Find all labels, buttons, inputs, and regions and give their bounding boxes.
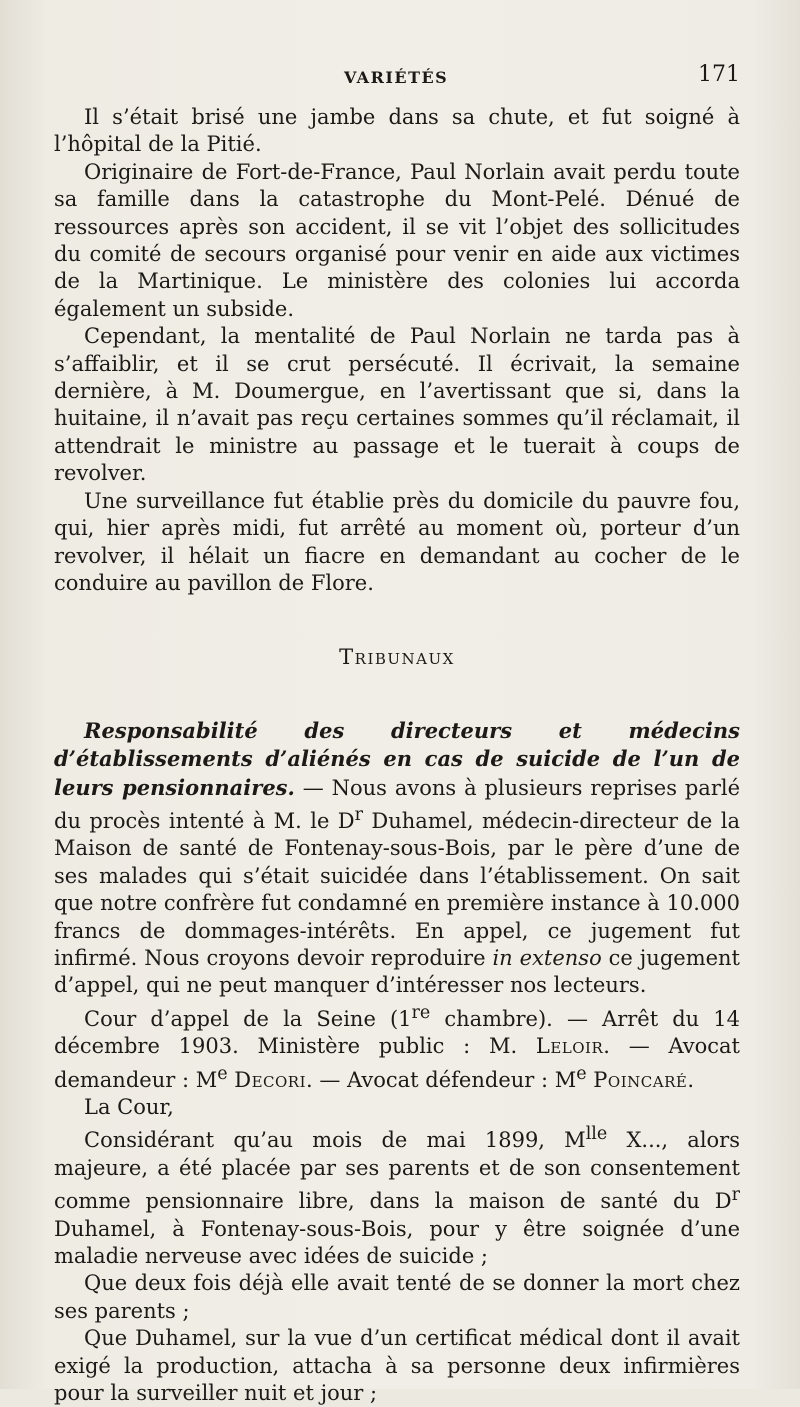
superscript: r [354, 804, 364, 825]
superscript: e [576, 1063, 587, 1084]
article-lead-text: Nous avons à plusieurs reprises parlé du procès intenté à M. le D [54, 775, 741, 833]
latin-phrase: in extenso [492, 945, 602, 970]
paragraph: Que deux fois déjà elle avait tenté de se donner la mort chez ses parents ; [54, 1271, 740, 1323]
paragraph: Originaire de Fort-de-France, Paul Norlain avait perdu toute sa famille dans la catastrophe du Mont-Pelé. Dénué de ressources après son accident, il se vit l’objet des sollicitudes du comité de secours organisé pour venir en aide aux victimes de la Martinique. Le ministère des colonies lui accorda également un subside. [54, 159, 740, 321]
article-rubric: Responsabilité des directeurs et médecins d’établissements d’aliénés en cas de suicide de l’un de leurs pensionnaires. [54, 717, 740, 800]
superscript: lle [585, 1124, 608, 1145]
court-text: . [687, 1067, 694, 1092]
article-lead-text: Duhamel, médecin-directeur de la Maison de santé de Fontenay-sous-Bois, par le père d’une de ses malades qui s’était suicidée dans l’établissement. On sait que notre confrère fut condamné en première instance à 10.000 francs de dommages-intérêts. En appel, ce jugement fut infirmé. Nous croyons devoir reproduire [54, 808, 740, 970]
section-title: Tribunaux [339, 645, 455, 670]
body-text [54, 104, 740, 1407]
person-name: Leloir [535, 1034, 604, 1059]
court-text: . — Avocat demandeur : M [54, 1034, 740, 1092]
considerant-text: Considérant qu’au mois de mai 1899, M [84, 1128, 586, 1153]
la-cour: La Cour, [84, 1095, 174, 1119]
article-lead [54, 717, 740, 1000]
superscript: e [217, 1063, 228, 1084]
considerant-text: X..., alors majeure, a été placée par ses parents et de son consentement comme pensionnaire libre, dans la maison de santé du D [54, 1128, 740, 1214]
considerant-text: Duhamel, à Fontenay-sous-Bois, pour y être soignée d’une maladie nerveuse avec idées de suicide ; [54, 1216, 740, 1269]
article-space [324, 776, 332, 800]
superscript: re [411, 1002, 431, 1023]
paragraph: Cependant, la mentalité de Paul Norlain ne tarda pas à s’affaiblir, et il se crut persécuté. Il écrivait, la semaine dernière, à M. Doumergue, en l’avertissant que si, dans la huitaine, il n’avait pas reçu certaines sommes qu’il réclamait, il attendrait le ministre au passage et le tuerait à coups de revolver. [54, 324, 740, 486]
rubric-dash: — [294, 775, 324, 800]
considerant [54, 1121, 740, 1270]
article-lead-text: ce jugement d’appel, qui ne peut manquer d’intéresser nos lecteurs. [54, 945, 740, 998]
court-reference [54, 1000, 740, 1094]
court-text: . — Avocat défendeur : M [306, 1067, 577, 1092]
page-number: 171 [698, 62, 740, 87]
running-head: VARIÉTÉS [344, 68, 449, 87]
court-text: Cour d’appel de la Seine (1 [84, 1006, 412, 1031]
paragraph: Il s’était brisé une jambe dans sa chute, et fut soigné à l’hôpital de la Pitié. [54, 105, 740, 157]
superscript: r [731, 1185, 740, 1206]
court-text: chambre). — Arrêt du 14 décembre 1903. Ministère public : M. [54, 1006, 741, 1059]
page-header [54, 62, 740, 96]
person-name: Decori [234, 1067, 307, 1092]
paragraph: Que Duhamel, sur la vue d’un certificat médical dont il avait exigé la production, attacha à sa personne deux infirmières pour la surveiller nuit et jour ; [54, 1326, 740, 1406]
paragraph: Une surveillance fut établie près du domicile du pauvre fou, qui, hier après midi, fut arrêté au moment où, porteur d’un revolver, il hélait un fiacre en demandant au cocher de le conduire au pavillon de Flore. [54, 488, 740, 595]
person-name: Poincaré [593, 1067, 688, 1092]
